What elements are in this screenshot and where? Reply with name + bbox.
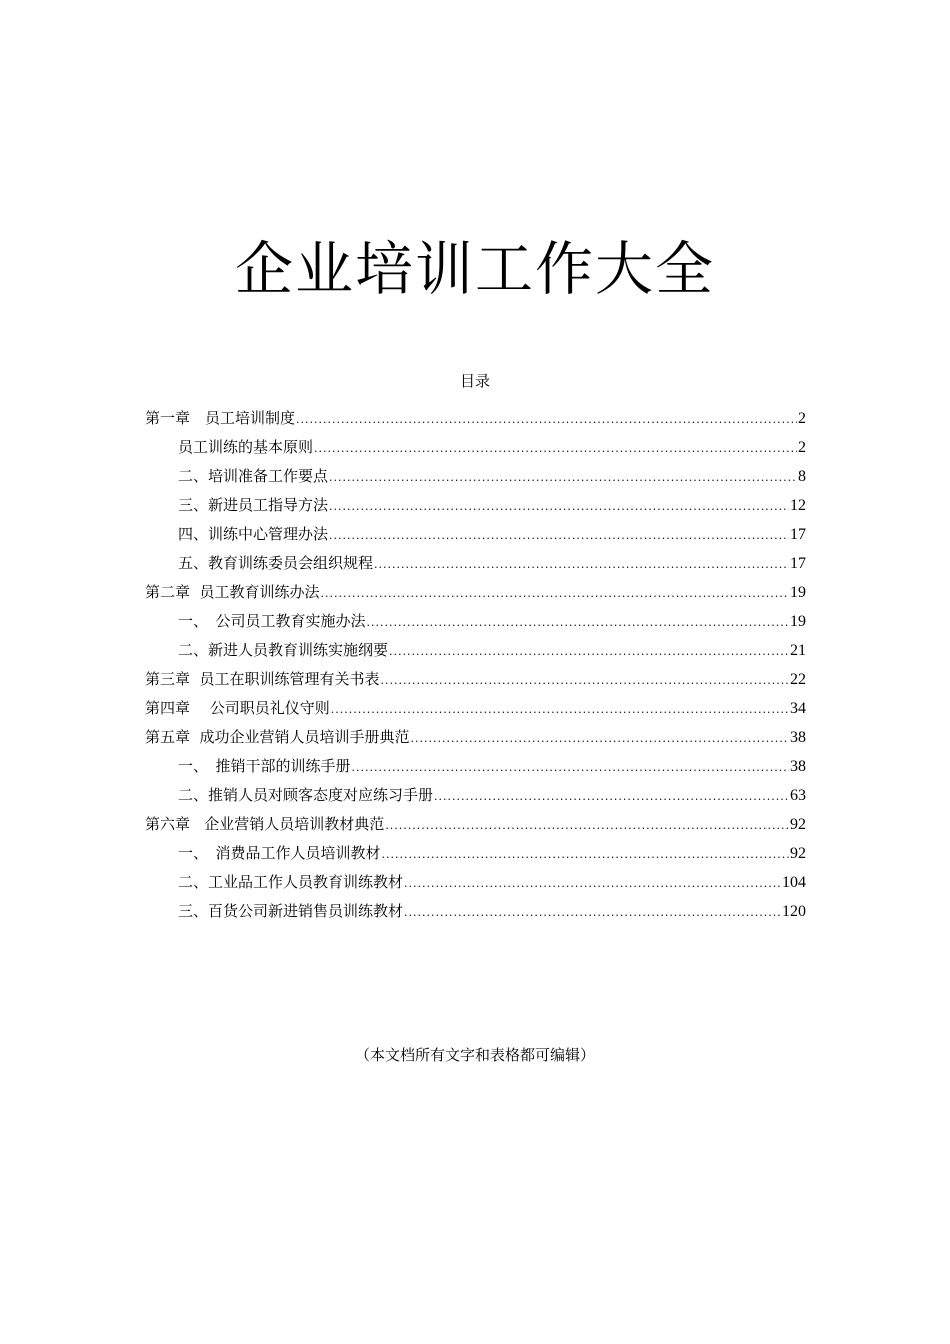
toc-dot-leader — [389, 637, 789, 666]
toc-dot-leader — [367, 608, 789, 637]
toc-dot-leader — [296, 405, 797, 434]
toc-entry-label: 员工训练的基本原则 — [178, 438, 314, 456]
toc-entry-page-number: 63 — [790, 787, 806, 804]
toc-entry-label: 三、百货公司新进销售员训练教材 — [178, 902, 404, 920]
toc-entry[interactable] — [145, 723, 806, 752]
toc-entry-page-number: 2 — [798, 439, 806, 456]
toc-entry[interactable] — [145, 462, 806, 491]
toc-entry-label: 二、新进人员教育训练实施纲要 — [178, 641, 389, 659]
toc-entry-label: 二、推销人员对顾客态度对应练习手册 — [178, 786, 434, 804]
toc-entry-page-number: 104 — [782, 874, 806, 891]
toc-entry-page-number: 8 — [798, 468, 806, 485]
toc-entry[interactable] — [145, 781, 806, 810]
toc-entry-page-number: 21 — [790, 642, 806, 659]
toc-entry-label: 一、 公司员工教育实施办法 — [178, 612, 366, 630]
toc-entry[interactable] — [145, 404, 806, 433]
toc-entry-label: 第三章 员工在职训练管理有关书表 — [145, 670, 380, 688]
toc-entry-label: 三、新进员工指导方法 — [178, 496, 329, 514]
toc-entry-page-number: 38 — [790, 758, 806, 775]
toc-entry-label: 第六章 企业营销人员培训教材典范 — [145, 815, 385, 833]
toc-dot-leader — [314, 434, 797, 463]
toc-entry-page-number: 2 — [798, 410, 806, 427]
toc-entry-page-number: 19 — [790, 584, 806, 601]
toc-entry-page-number: 12 — [790, 497, 806, 514]
toc-entry[interactable] — [145, 752, 806, 781]
toc-dot-leader — [374, 550, 789, 579]
toc-entry-page-number: 92 — [790, 816, 806, 833]
toc-entry[interactable] — [145, 636, 806, 665]
toc-entry[interactable] — [145, 839, 806, 868]
toc-dot-leader — [331, 695, 789, 724]
toc-dot-leader — [382, 840, 789, 869]
footer-note: （本文档所有文字和表格都可编辑） — [354, 1046, 595, 1064]
toc-entry[interactable] — [145, 868, 806, 897]
toc-entry-page-number: 38 — [790, 729, 806, 746]
toc-entry[interactable] — [145, 665, 806, 694]
toc-entry-label: 第五章 成功企业营销人员培训手册典范 — [145, 728, 410, 746]
toc-dot-leader — [352, 753, 789, 782]
toc-entry[interactable] — [145, 810, 806, 839]
toc-entry[interactable] — [145, 578, 806, 607]
toc-dot-leader — [434, 782, 789, 811]
toc-entry[interactable] — [145, 897, 806, 926]
toc-entry-label: 第一章 员工培训制度 — [145, 409, 296, 427]
toc-entry-label: 二、培训准备工作要点 — [178, 467, 329, 485]
toc-entry[interactable] — [145, 549, 806, 578]
toc-dot-leader — [329, 492, 789, 521]
toc-entry[interactable] — [145, 607, 806, 636]
toc-entry-page-number: 22 — [790, 671, 806, 688]
toc-dot-leader — [411, 724, 789, 753]
toc-entry-page-number: 19 — [790, 613, 806, 630]
toc-entry[interactable] — [145, 491, 806, 520]
toc-entry-page-number: 92 — [790, 845, 806, 862]
toc-entry-page-number: 17 — [790, 555, 806, 572]
toc-entry-label: 四、训练中心管理办法 — [178, 525, 329, 543]
toc-entry-page-number: 120 — [782, 903, 806, 920]
toc-entry[interactable] — [145, 520, 806, 549]
toc-entry-label: 第四章 公司职员礼仪守则 — [145, 699, 330, 717]
toc-dot-leader — [385, 811, 789, 840]
toc-dot-leader — [404, 898, 781, 927]
table-of-contents — [145, 404, 806, 926]
toc-dot-leader — [381, 666, 789, 695]
toc-dot-leader — [321, 579, 789, 608]
document-title: 企业培训工作大全 — [234, 234, 715, 303]
toc-entry-label: 一、 消费品工作人员培训教材 — [178, 844, 381, 862]
toc-entry-page-number: 34 — [790, 700, 806, 717]
toc-heading: 目录 — [459, 372, 490, 390]
toc-entry-label: 五、教育训练委员会组织规程 — [178, 554, 374, 572]
toc-dot-leader — [329, 463, 797, 492]
toc-entry-label: 第二章 员工教育训练办法 — [145, 583, 320, 601]
toc-entry-page-number: 17 — [790, 526, 806, 543]
toc-entry[interactable] — [145, 694, 806, 723]
toc-dot-leader — [329, 521, 789, 550]
toc-entry-label: 二、工业品工作人员教育训练教材 — [178, 873, 404, 891]
toc-entry-label: 一、 推销干部的训练手册 — [178, 757, 351, 775]
toc-dot-leader — [404, 869, 781, 898]
toc-entry[interactable] — [145, 433, 806, 462]
